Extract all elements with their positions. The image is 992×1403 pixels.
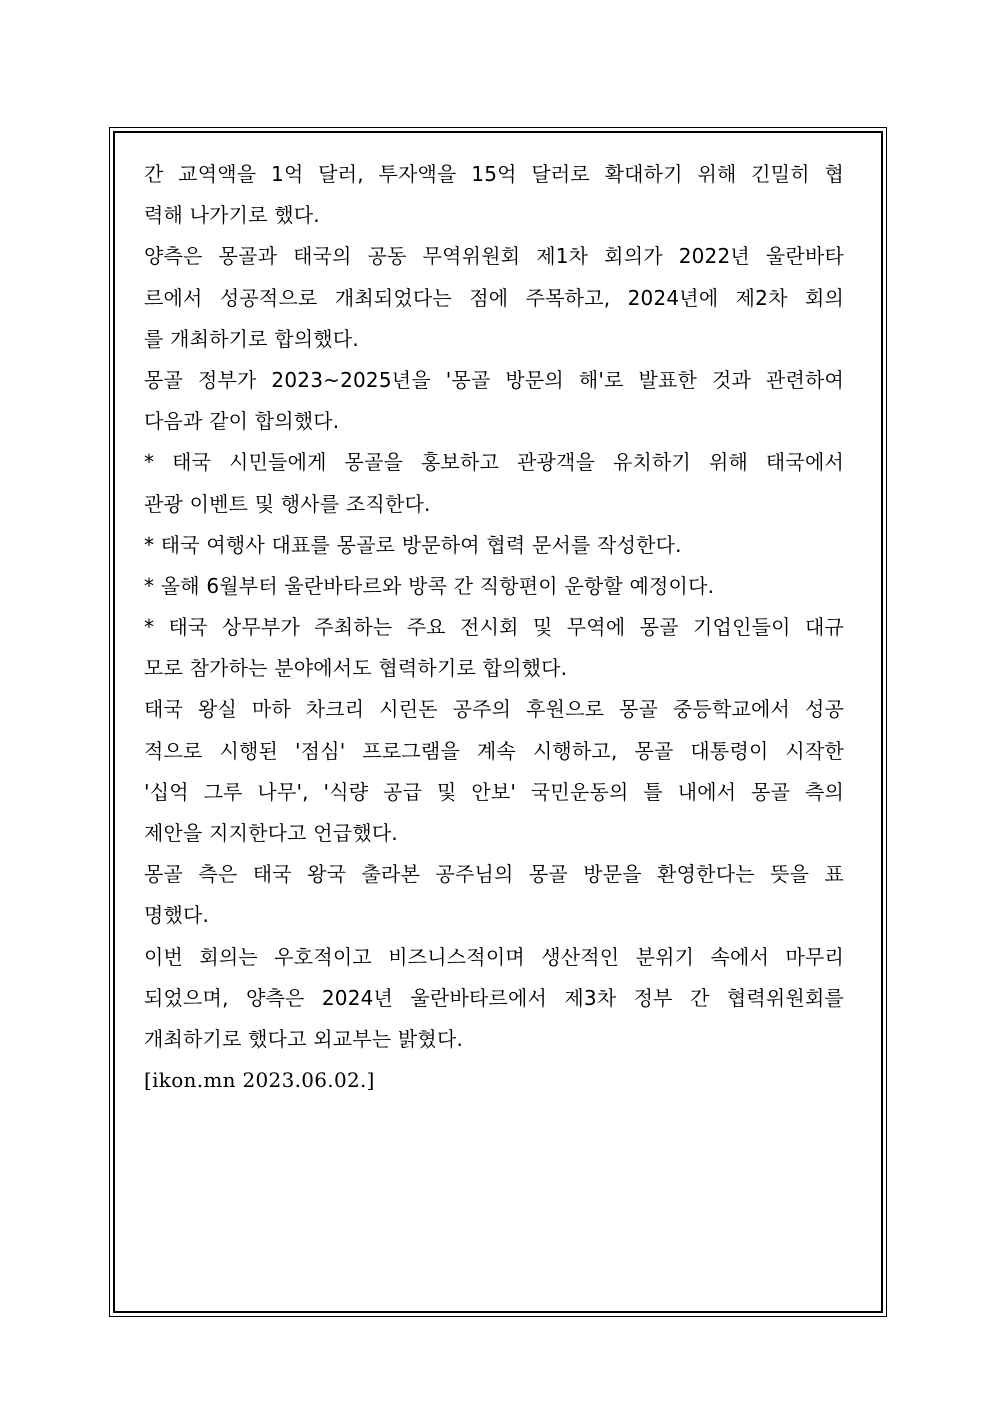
- source-text: [ikon.mn 2023.06.02.]: [144, 1068, 375, 1093]
- text-line: 력해 나가기로 했다.: [144, 203, 320, 228]
- text-line: 모로 참가하는 분야에서도 협력하기로 합의했다.: [144, 656, 568, 681]
- text-line: 몽골 정부가 2023~2025년을 '몽골 방문의 해'로 발표한 것과 관련하여: [144, 367, 844, 392]
- text-line: 양측은 몽골과 태국의 공동 무역위원회 제1차 회의가 2022년 울란바타: [144, 244, 844, 269]
- paragraph-princess-visit: [144, 854, 844, 936]
- bullet-travel-agency: [144, 525, 844, 566]
- text-line: * 태국 여행사 대표를 몽골로 방문하여 협력 문서를 작성한다.: [144, 532, 682, 557]
- bullet-tourism-events: [144, 442, 844, 524]
- paragraph-visit-year: [144, 360, 844, 442]
- paragraph-trade-targets: [144, 154, 844, 236]
- text-line: 개최하기로 했다고 외교부는 밝혔다.: [144, 1026, 464, 1051]
- text-line: 되었으며, 양측은 2024년 울란바타르에서 제3차 정부 간 협력위원회를: [144, 985, 844, 1010]
- text-line: 를 개최하기로 합의했다.: [144, 326, 359, 351]
- bullet-direct-flights: [144, 566, 844, 607]
- text-line: 적으로 시행된 '점심' 프로그램을 계속 시행하고, 몽골 대통령이 시작한: [144, 738, 844, 763]
- text-line: * 올해 6월부터 울란바타르와 방콕 간 직항편이 운항할 예정이다.: [144, 573, 715, 598]
- text-line: 다음과 같이 합의했다.: [144, 409, 340, 434]
- page-frame-outer: [109, 127, 887, 1317]
- text-line: 몽골 측은 태국 왕국 출라본 공주님의 몽골 방문을 환영한다는 뜻을 표: [144, 862, 844, 887]
- paragraph-lunch-program: [144, 689, 844, 854]
- text-line: * 태국 시민들에게 몽골을 홍보하고 관광객을 유치하기 위해 태국에서: [144, 450, 844, 475]
- document-body: [144, 154, 844, 1101]
- paragraph-closing: [144, 937, 844, 1061]
- source-citation: [144, 1060, 844, 1101]
- text-line: 간 교역액을 1억 달러, 투자액을 15억 달러로 확대하기 위해 긴밀히 협: [144, 162, 844, 186]
- text-line: 관광 이벤트 및 행사를 조직한다.: [144, 491, 431, 516]
- text-line: 이번 회의는 우호적이고 비즈니스적이며 생산적인 분위기 속에서 마무리: [144, 944, 844, 969]
- paragraph-trade-committee: [144, 236, 844, 360]
- bullet-exhibitions: [144, 607, 844, 689]
- text-line: '십억 그루 나무', '식량 공급 및 안보' 국민운동의 틀 내에서 몽골 측의: [144, 779, 844, 804]
- text-line: 제안을 지지한다고 언급했다.: [144, 821, 398, 845]
- text-line: * 태국 상무부가 주최하는 주요 전시회 및 무역에 몽골 기업인들이 대규: [144, 615, 844, 640]
- text-line: 태국 왕실 마하 차크리 시린돈 공주의 후원으로 몽골 중등학교에서 성공: [144, 697, 844, 722]
- text-line: 명했다.: [144, 903, 210, 928]
- text-line: 르에서 성공적으로 개최되었다는 점에 주목하고, 2024년에 제2차 회의: [144, 285, 844, 310]
